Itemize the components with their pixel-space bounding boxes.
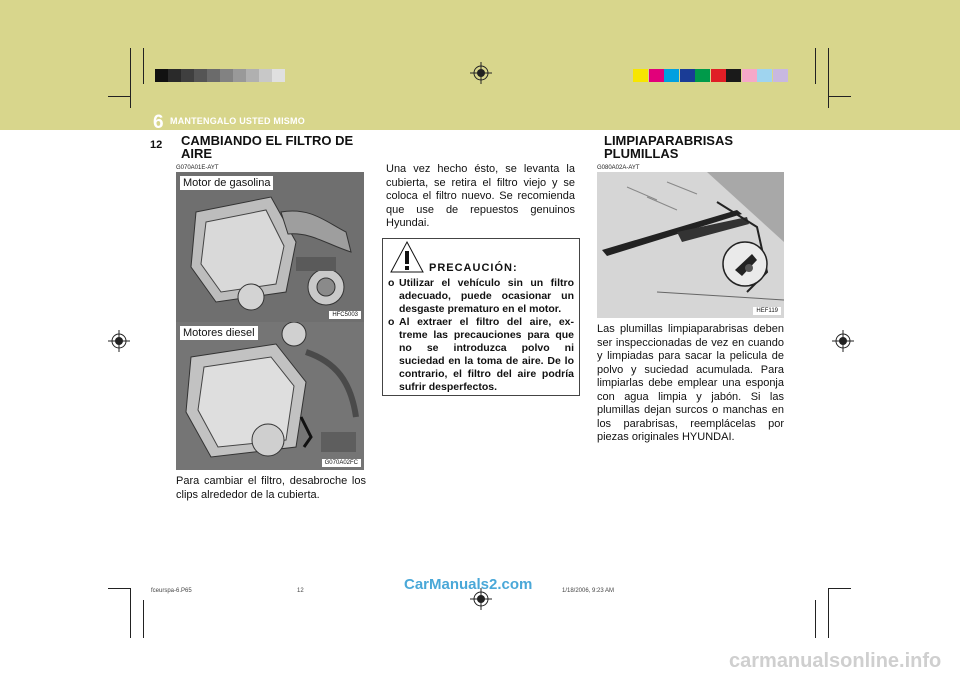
crop-mark <box>130 48 131 108</box>
engine-illustration <box>176 172 364 322</box>
section-code: G070A01E-AYT <box>176 165 219 171</box>
watermark-site[interactable]: carmanualsonline.info <box>729 650 942 672</box>
page-number: 12 <box>150 139 163 151</box>
photo-label-diesel: Motores diesel <box>180 326 258 340</box>
photo-diesel-engine <box>176 322 364 470</box>
crop-mark <box>143 48 144 84</box>
section-code: G080A02A-AYT <box>597 165 640 171</box>
middle-body-text: Una vez hecho ésto, se levanta la cubierta, se retira el filtro viejo y se coloca el filtro nuevo. Se recomienda que use de repuestos genuinos Hyundai. <box>386 163 575 229</box>
photo-label-gasoline: Motor de gasolina <box>180 176 273 190</box>
gray-swatch <box>272 69 285 82</box>
footer-page: 12 <box>297 588 304 594</box>
color-swatch <box>680 69 695 82</box>
list-marker: o <box>388 316 395 328</box>
caution-item <box>388 277 574 316</box>
photo-code: HFC5003 <box>329 311 361 319</box>
registration-mark-icon <box>832 330 854 352</box>
watermark-link[interactable]: CarManuals2.com <box>404 576 533 593</box>
crop-mark <box>130 588 131 638</box>
crop-mark <box>829 96 851 97</box>
gray-swatch <box>246 69 259 82</box>
heading-wiper-blades: LIMPIAPARABRISAS PLUMILLAS <box>594 130 786 162</box>
color-swatch <box>649 69 664 82</box>
section-number: 6 <box>153 112 164 133</box>
color-swatch <box>711 69 726 82</box>
color-swatch <box>695 69 710 82</box>
crop-mark <box>829 588 851 589</box>
crop-mark <box>143 600 144 638</box>
caution-item-text: Al extraer el filtro del aire, ex- treme las precauciones para que no se introduzca polvo ni suciedad en la toma de aire. De lo contrario, el filtro del aire podría sufrir desperfectos. <box>399 316 574 393</box>
left-body-text: Para cambiar el filtro, desabroche los clips alrededor de la cubierta. <box>176 475 366 501</box>
color-swatch <box>664 69 679 82</box>
crop-mark <box>815 600 816 638</box>
heading-air-filter: CAMBIANDO EL FILTRO DE AIRE <box>171 130 367 162</box>
gray-swatch <box>194 69 207 82</box>
crop-mark <box>108 588 130 589</box>
color-swatch <box>633 69 648 82</box>
engine-illustration <box>176 322 364 470</box>
registration-mark-icon <box>470 62 492 84</box>
warning-icon <box>389 240 425 274</box>
gray-swatch <box>207 69 220 82</box>
footer-file: fceurspa-6.P65 <box>151 588 192 594</box>
gray-swatch <box>181 69 194 82</box>
gray-swatch <box>220 69 233 82</box>
gray-swatch <box>168 69 181 82</box>
caution-list <box>388 277 574 394</box>
caution-item <box>388 316 574 394</box>
crop-mark <box>815 48 816 84</box>
color-swatch <box>773 69 788 82</box>
caution-box <box>382 238 580 396</box>
section-title: MANTENGALO USTED MISMO <box>170 116 305 126</box>
footer-date: 1/18/2006, 9:23 AM <box>562 588 615 594</box>
photo-code: HEF119 <box>753 307 781 315</box>
photo-gasoline-engine <box>176 172 364 322</box>
gray-swatch <box>155 69 168 82</box>
color-swatch <box>742 69 757 82</box>
photo-code: G070A02FC <box>322 459 361 467</box>
crop-mark <box>828 48 829 108</box>
crop-mark <box>108 96 130 97</box>
photo-wiper <box>597 172 784 318</box>
list-marker: o <box>388 277 395 289</box>
gray-swatch <box>233 69 246 82</box>
color-swatch <box>757 69 772 82</box>
crop-mark <box>828 588 829 638</box>
registration-mark-icon <box>108 330 130 352</box>
caution-item-text: Utilizar el vehículo sin un filtro adecuado, puede ocasionar un desgaste prematuro en el motor. <box>399 277 574 315</box>
wiper-illustration <box>597 172 784 318</box>
gray-swatch <box>259 69 272 82</box>
caution-title: PRECAUCIÓN: <box>429 262 518 274</box>
right-body-text: Las plumillas limpiaparabrisas deben ser inspeccionadas de vez en cuando y limpiadas para sacar la pelicula de polvo y suciedad acumulada. Para limpiarlas debe emplear una esponja con agua limpia y jabón. Si las plumillas dejan surcos o manchas en los parabrisas, reemplácelas por piezas originales HYUNDAI. <box>597 323 784 443</box>
color-swatch <box>726 69 741 82</box>
